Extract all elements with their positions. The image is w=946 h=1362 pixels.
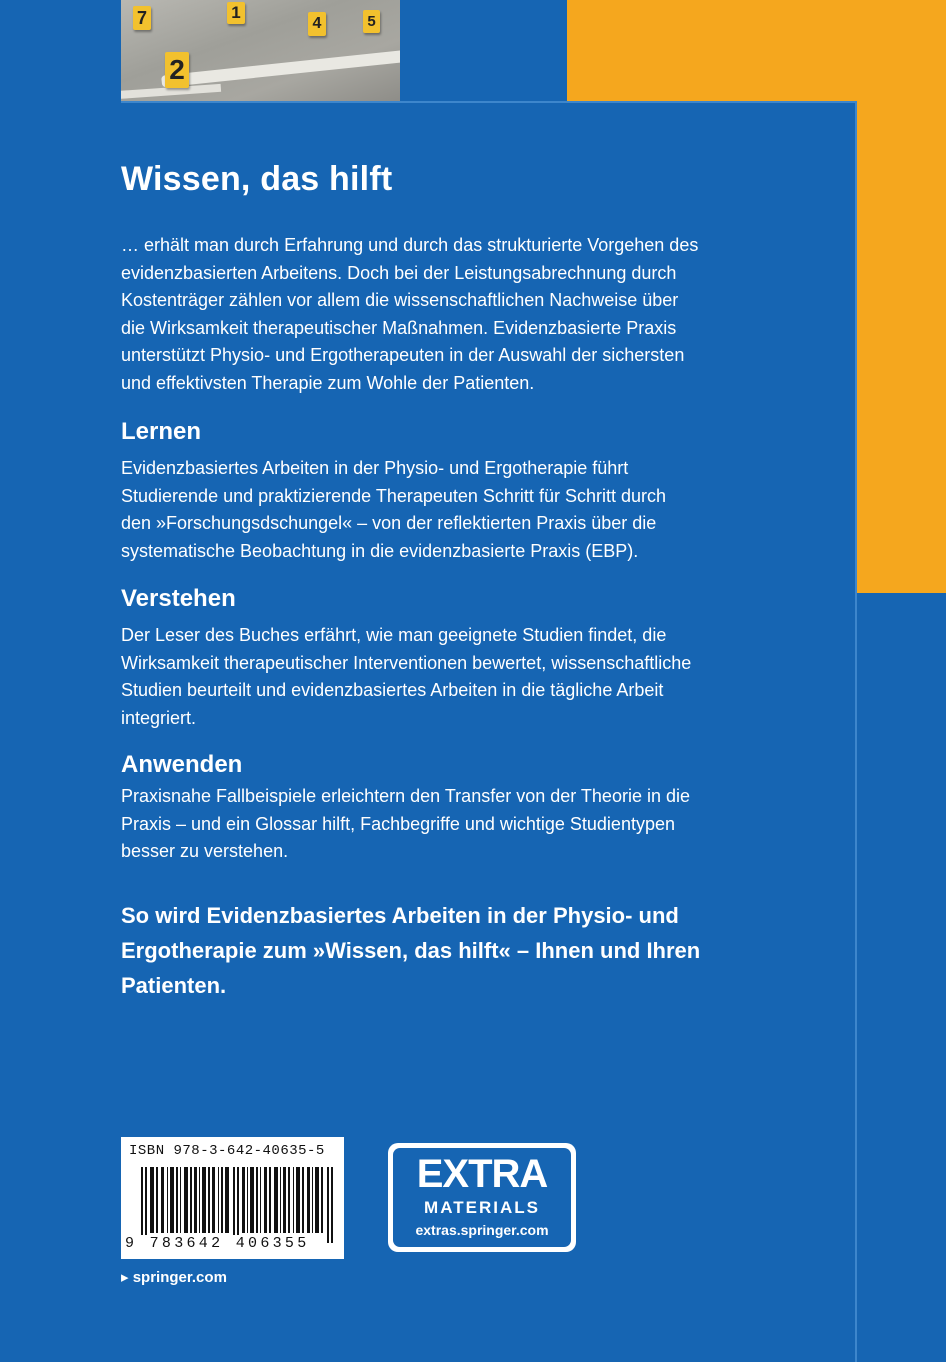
evidence-marker: 7: [133, 6, 151, 30]
extra-materials-inner: [393, 1148, 571, 1247]
evidence-marker: 5: [363, 10, 380, 33]
closing-statement: So wird Evidenzbasiertes Arbeiten in der Physio- und Ergotherapie zum »Wissen, das hilft« – Ihnen und Ihren Patienten.: [121, 903, 701, 998]
isbn-label: ISBN 978-3-642-40635-5: [129, 1143, 325, 1159]
extra-url: extras.springer.com: [415, 1222, 549, 1238]
blue-edge-strip: [857, 593, 946, 1360]
cover-photo-strip: [121, 0, 400, 101]
section-title-anwenden: Anwenden: [121, 751, 243, 778]
section-title-verstehen: Verstehen: [121, 585, 236, 612]
barcode-digits: 9 783642 406355: [125, 1235, 310, 1252]
section-title-lernen: Lernen: [121, 418, 202, 445]
springer-link[interactable]: [121, 1268, 227, 1286]
section-text-anwenden: Praxisnahe Fallbeispiele erleichtern den Transfer von der Theorie in die Praxis – und ein Glossar hilft, Fachbegriffe und wichtige Studientypen besser zu verstehen.: [121, 786, 690, 861]
extra-materials-badge[interactable]: [388, 1143, 576, 1252]
isbn-barcode: [121, 1137, 344, 1259]
road-marking: [161, 48, 400, 87]
back-cover-text: [121, 160, 701, 998]
barcode-bars: [141, 1167, 337, 1243]
intro-paragraph: … erhält man durch Erfahrung und durch das strukturierte Vorgehen des evidenzbasierten Arbeitens. Doch bei der Leistungsabrechnung durch Kostenträger zählen vor allem die wissenschaftlichen Nachweise über die Wirksamkeit therapeutischer Maßnahmen. Evidenzbasierte Praxis unterstützt Physio- und Ergotherapeuten in der Auswahl der sichersten und effektivsten Therapie zum Wohle der Patienten.: [121, 235, 699, 393]
evidence-marker: 4: [308, 12, 326, 36]
page-title: Wissen, das hilft: [121, 160, 393, 198]
section-text-verstehen: Der Leser des Buches erfährt, wie man geeignete Studien findet, die Wirksamkeit therapeutischer Interventionen bewertet, wissenschaftliche Studien beurteilt und evidenzbasiertes Arbeiten in die tägliche Arbeit integriert.: [121, 625, 692, 728]
evidence-marker: 1: [227, 2, 245, 24]
section-text-lernen: Evidenzbasiertes Arbeiten in der Physio- und Ergotherapie führt Studierende und praktizierende Therapeuten Schritt für Schritt durch den »Forschungsdschungel« – von der reflektierten Praxis über die systematische Beobachtung in die evidenzbasierte Praxis (EBP).: [121, 458, 666, 561]
springer-link-label: springer.com: [132, 1269, 227, 1286]
arrow-right-icon: ▸: [121, 1269, 129, 1286]
extra-heading: EXTRA: [416, 1152, 548, 1196]
extra-materials-label: MATERIALS: [424, 1198, 540, 1217]
evidence-marker: 2: [165, 52, 189, 88]
